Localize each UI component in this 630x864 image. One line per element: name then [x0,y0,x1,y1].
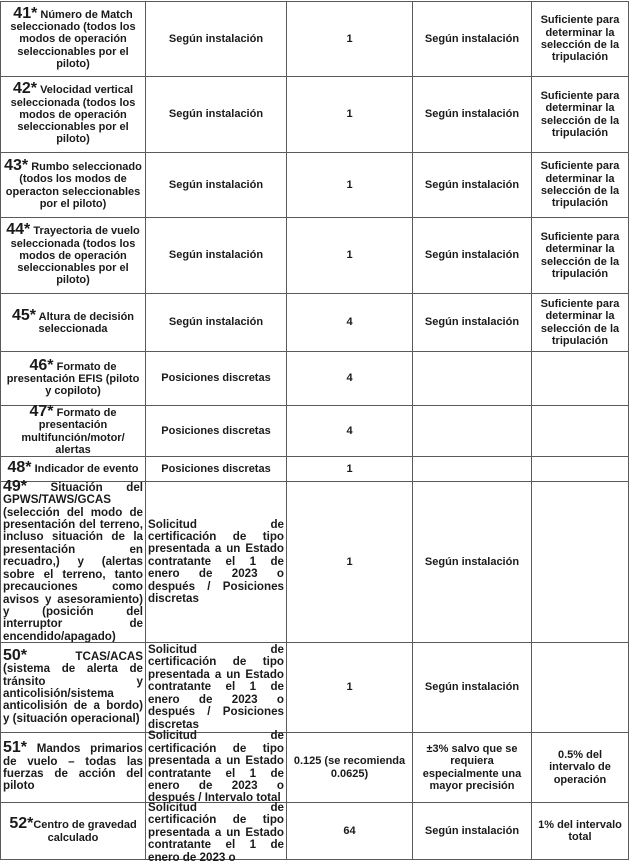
table-row [0,729,629,805]
accuracy-cell: ±3% salvo que se requiera especialmente una mayor precisión [412,732,531,802]
parameter-name: Velocidad vertical seleccionada (todos los modos de operación seleccionables por el piloto) [10,84,136,146]
parameter-cell [0,217,145,293]
table-row [0,642,629,732]
accuracy-cell: Según instalación [412,1,531,76]
accuracy-cell: Según instalación [412,481,531,642]
parameter-cell [0,477,145,643]
range-cell [145,481,286,642]
table-row [0,800,629,864]
parameter-number: 43* [4,156,29,174]
rate-cell: 1 [286,481,412,642]
parameter-cell [0,802,145,860]
range-cell [145,729,286,805]
rate-cell: 1 [286,217,412,293]
table-row [0,1,629,76]
parameter-number: 52* [9,815,34,833]
range-cell: Posiciones discretas [145,351,286,405]
accuracy-cell [412,405,531,456]
parameter-cell [0,1,145,76]
parameter-cell [0,732,145,802]
resolution-cell [531,456,629,481]
parameter-name: Situación del GPWS/TAWS/GCAS (selección del modo de presentación del terreno, incluso situación de la presentación en recuadro,) y (alertas sobre el terreno, tanto precauciones como avisos y asesoramiento) y (posición del interruptor de encendido/apagado) [3,480,143,643]
range-cell: Según instalación [145,152,286,217]
table-row [0,477,629,643]
resolution-cell: Suficiente para determinar la selección de la tripulación [531,76,629,152]
rate-cell: 1 [286,456,412,481]
parameter-cell [0,351,145,405]
parameter-name: Indicador de evento [34,463,139,476]
resolution-cell: 1% del intervalo total [531,802,629,860]
rate-cell: 64 [286,802,412,860]
resolution-cell: Suficiente para determinar la selección de la tripulación [531,1,629,76]
parameter-number: 50* [3,646,28,664]
parameter-number: 41* [13,4,38,22]
parameter-name: Trayectoria de vuelo seleccionada (todos los modos de operación seleccionables por el piloto) [10,225,140,287]
resolution-cell: 0.5% del intervalo de operación [531,732,629,802]
accuracy-cell: Según instalación [412,76,531,152]
parameter-cell [0,76,145,152]
range-cell: Posiciones discretas [145,405,286,456]
resolution-cell [531,351,629,405]
table-row [0,402,629,456]
range-cell [145,800,286,864]
table-row [0,76,629,152]
parameter-number: 45* [11,306,36,324]
rate-cell: 1 [286,152,412,217]
table-row [0,152,629,217]
parameter-number: 51* [3,739,28,757]
resolution-cell: Suficiente para determinar la selección de la tripulación [531,293,629,351]
range-text: Solicitud de certificación de tipo presentada a un Estado contratante el 1 de enero de 2023 o después / Posiciones discretas [148,517,284,606]
parameter-number: 42* [12,80,38,98]
accuracy-cell: Según instalación [412,152,531,217]
parameter-name: Número de Match seleccionado (todos los modos de operación seleccionables por el piloto) [10,8,136,70]
parameter-name: Formato de presentación multifunción/motor/ alertas [21,406,125,456]
rate-cell: 1 [286,642,412,732]
resolution-cell [531,405,629,456]
range-cell: Según instalación [145,217,286,293]
parameter-name: Altura de decisión seleccionada [38,310,135,335]
range-cell: Según instalación [145,293,286,351]
table-row [0,456,629,481]
range-cell: Según instalación [145,1,286,76]
rate-cell: 1 [286,76,412,152]
rate-cell: 4 [286,351,412,405]
resolution-cell [531,642,629,732]
range-cell: Posiciones discretas [145,456,286,481]
parameter-cell [0,152,145,217]
parameter-number: 47* [29,402,54,420]
range-cell: Según instalación [145,76,286,152]
accuracy-cell: Según instalación [412,293,531,351]
parameter-name: Mandos primarios de vuelo – todas las fuerzas de acción del piloto [3,742,143,793]
accuracy-cell [412,456,531,481]
table-row [0,351,629,405]
accuracy-cell: Según instalación [412,802,531,860]
rate-cell: 4 [286,405,412,456]
rate-cell: 1 [286,1,412,76]
parameter-number: 44* [6,221,31,239]
parameter-name: Rumbo seleccionado (todos los modos de operacton seleccionables por el piloto) [5,160,142,210]
parameter-number: 48* [7,459,32,477]
resolution-cell: Suficiente para determinar la selección de la tripulación [531,152,629,217]
resolution-cell: Suficiente para determinar la selección de la tripulación [531,217,629,293]
range-text: Solicitud de certificación de tipo presentada a un Estado contratante el 1 de enero de 2023 o después / Posiciones discretas [148,643,284,731]
accuracy-cell: Según instalación [412,217,531,293]
table-row [0,217,629,293]
accuracy-cell [412,351,531,405]
range-cell [145,642,286,732]
parameter-cell [0,293,145,351]
parameter-cell [0,402,145,456]
accuracy-cell: Según instalación [412,642,531,732]
parameter-cell [0,642,145,732]
rate-cell: 0.125 (se recomienda 0.0625) [286,732,412,802]
resolution-cell [531,481,629,642]
parameter-name: TCAS/ACAS (sistema de alerta de tránsito y anticolisión/sistema anticolisión de a bordo) y (situación operacional) [3,649,143,725]
rate-cell: 4 [286,293,412,351]
parameter-number: 49* [3,477,28,495]
range-text: Solicitud de certificación de tipo presentada a un Estado contratante el 1 de enero de 2023 o después / Intervalo total [148,729,284,805]
parameter-name: Centro de gravedad calculado [33,819,137,844]
parameter-number: 46* [29,356,54,374]
table-row [0,293,629,351]
parameter-name: Formato de presentación EFIS (piloto y copiloto) [6,360,140,398]
range-text: Solicitud de certificación de tipo presentada a un Estado contratante el 1 de enero de 2023 o [148,800,284,864]
